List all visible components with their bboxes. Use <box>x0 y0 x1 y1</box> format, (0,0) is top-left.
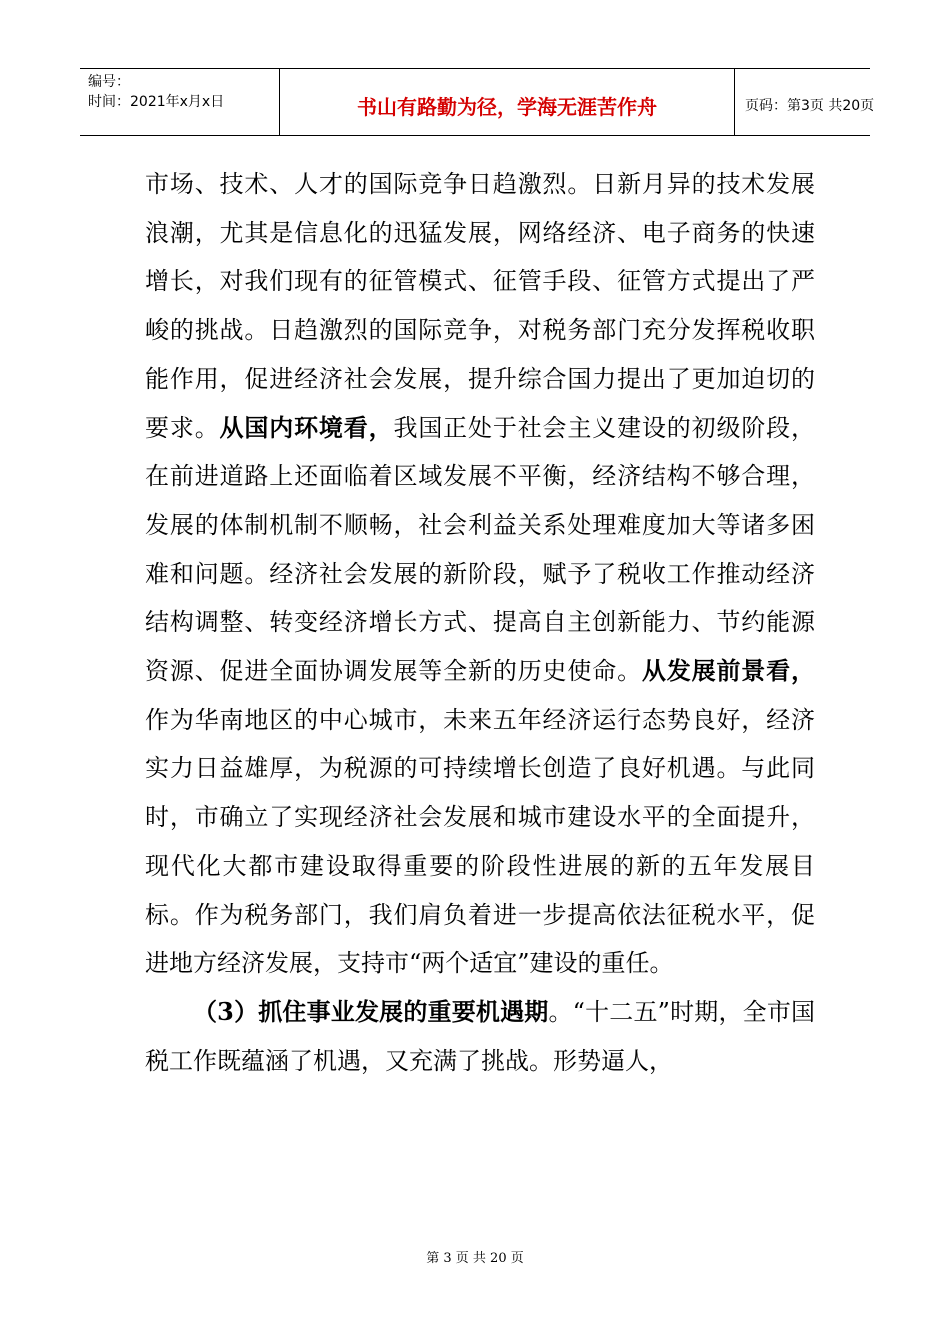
document-body <box>145 160 815 1085</box>
page-footer: 第 3 页 共 20 页 <box>426 1251 524 1266</box>
paragraph-2-text: 。“十二五”时期，全市国税工作既蕴涵了机遇，又充满了挑战。形势逼人， <box>145 997 816 1075</box>
header-meta <box>80 69 280 135</box>
document-number-label: 编号： <box>88 74 130 90</box>
document-date: 时间：2021年x月x日 <box>88 94 225 110</box>
header-page-info: 页码：第3页 共20页 <box>745 98 875 114</box>
paragraph-1-bold-domestic: 从国内环境看， <box>219 412 394 442</box>
paragraph-2 <box>145 988 815 1085</box>
paragraph-1-text-1: 市场、技术、人才的国际竞争日趋激烈。日新月异的技术发展浪潮，尤其是信息化的迅猛发展，网络经济、电子商务的快速增长，对我们现有的征管模式、征管手段、征管方式提出了严峻的挑战。日趋激烈的国际竞争，对税务部门充分发挥税收职能作用，促进经济社会发展，提升综合国力提出了更加迫切的要求。 <box>145 170 815 442</box>
page-header <box>80 68 875 136</box>
paragraph-1 <box>145 160 815 988</box>
paragraph-2-heading: （3）抓住事业发展的重要机遇期 <box>193 996 549 1026</box>
paragraph-1-bold-prospect: 从发展前景看， <box>641 656 815 686</box>
header-motto: 书山有路勤为径，学海无涯苦作舟 <box>280 69 735 135</box>
paragraph-1-text-3: 作为华南地区的中心城市，未来五年经济运行态势良好，经济实力日益雄厚，为税源的可持续增长创造了良好机遇。与此同时，市确立了实现经济社会发展和城市建设水平的全面提升，现代化大都市建设取得重要的阶段性进展的新的五年发展目标。作为税务部门，我们肩负着进一步提高依法征税水平，促进地方经济发展，支持市“两个适宜”建设的重任。 <box>145 705 815 978</box>
paragraph-1-text-2: 我国正处于社会主义建设的初级阶段，在前进道路上还面临着区域发展不平衡，经济结构不够合理，发展的体制机制不顺畅，社会利益关系处理难度加大等诸多困难和问题。经济社会发展的新阶段，赋予了税收工作推动经济结构调整、转变经济增长方式、提高自主创新能力、节约能源资源、促进全面协调发展等全新的历史使命。 <box>145 413 816 686</box>
